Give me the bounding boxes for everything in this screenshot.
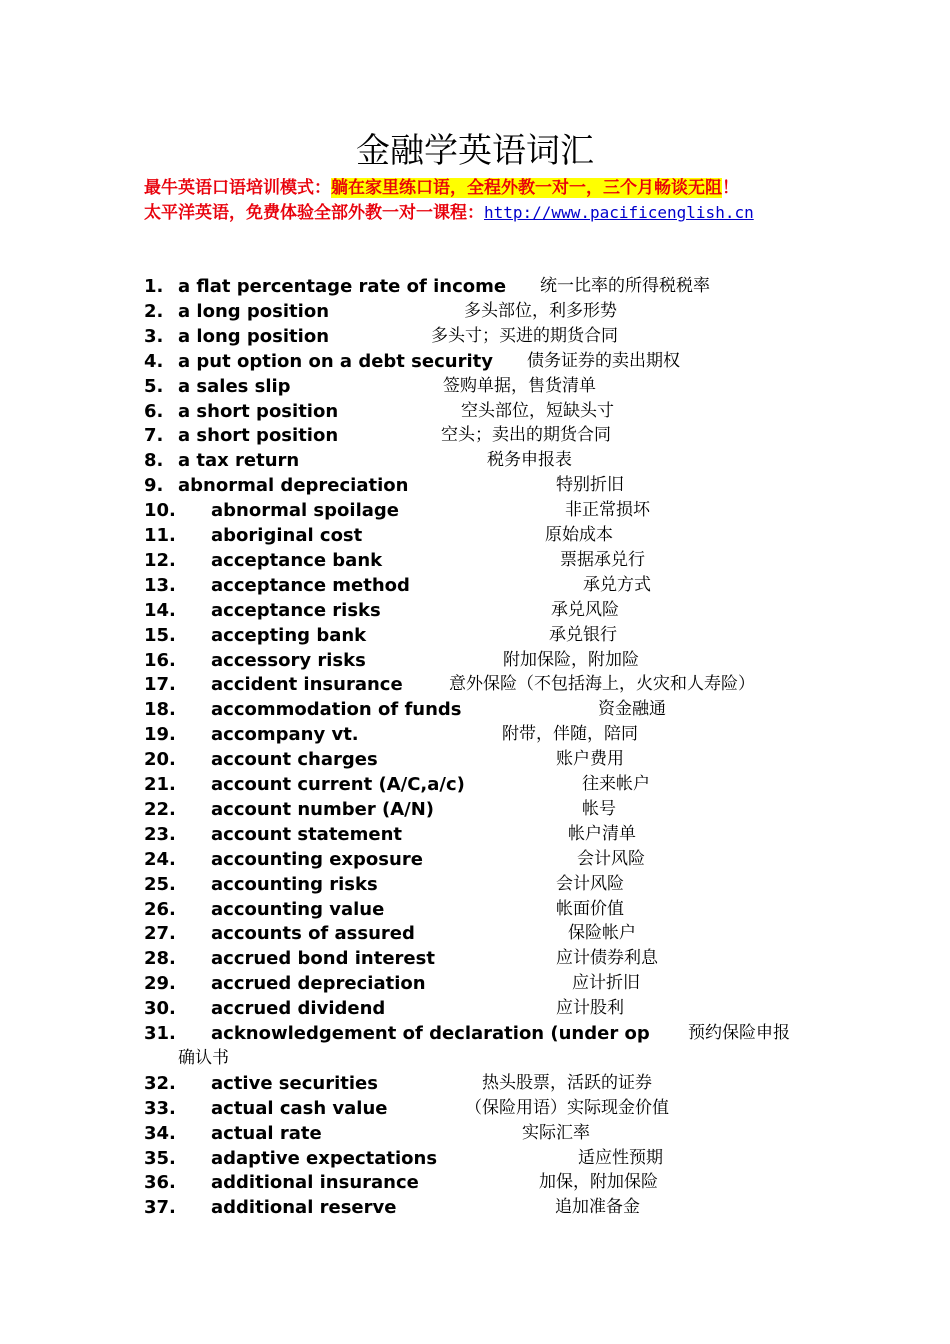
entry-translation: 账户费用 [556, 749, 624, 770]
entry-number: 13. [144, 574, 176, 596]
entry-number: 31. [144, 1023, 176, 1044]
page-title: 金融学英语词汇 [356, 131, 594, 171]
vocabulary-entry [0, 448, 950, 473]
vocabulary-entry [0, 971, 950, 996]
entry-term: a long position [178, 300, 330, 322]
entry-translation: 帐户清单 [568, 823, 636, 844]
promo-text: 太平洋英语，免费体验全部外教一对一课程： [144, 203, 484, 223]
entry-translation: 预约保险申报 [688, 1023, 790, 1043]
vocabulary-entry [0, 872, 950, 897]
entry-translation: 统一比率的所得税税率 [540, 276, 710, 296]
entry-number: 36. [144, 1172, 176, 1194]
entry-number: 7. [144, 425, 164, 447]
vocabulary-entry [0, 772, 950, 797]
entry-term: account statement [211, 823, 403, 845]
entry-term: additional insurance [211, 1172, 419, 1194]
entry-term: a tax return [178, 450, 300, 472]
entry-number: 22. [144, 798, 176, 820]
entry-term: aboriginal cost [211, 525, 363, 546]
entry-translation: 应计折旧 [572, 973, 640, 994]
vocabulary-entry [0, 1121, 950, 1146]
entry-number: 34. [144, 1122, 176, 1144]
promo-suffix: ！ [722, 178, 739, 198]
entry-term: account charges [211, 749, 378, 771]
vocabulary-entry [0, 548, 950, 573]
entry-translation: 应计债券利息 [556, 948, 658, 969]
promo-line-2 [144, 201, 754, 225]
vocabulary-entry [0, 598, 950, 623]
entry-translation: 会计风险 [577, 848, 645, 869]
entry-term: accrued bond interest [211, 948, 435, 970]
entry-number: 3. [144, 325, 164, 347]
entry-translation: 应计股利 [556, 998, 624, 1019]
vocabulary-entry [0, 1146, 950, 1171]
entry-translation: 追加准备金 [555, 1197, 640, 1218]
entry-term: abnormal depreciation [178, 475, 409, 497]
entry-translation-continued: 确认书 [178, 1047, 229, 1068]
entry-term: accounting risks [211, 873, 378, 895]
vocabulary-entry [0, 921, 950, 946]
entry-term: account number (A/N) [211, 798, 434, 820]
promo-highlight: 躺在家里练口语，全程外教一对一，三个月畅谈无阻 [331, 178, 722, 198]
entry-number: 5. [144, 375, 164, 397]
entry-number: 2. [144, 300, 164, 322]
entry-translation: 帐面价值 [556, 898, 624, 919]
entry-number: 10. [144, 500, 176, 522]
entry-term: additional reserve [211, 1197, 397, 1219]
entry-term: a put option on a debt security [178, 350, 493, 372]
vocabulary-entry [0, 349, 950, 374]
entry-number: 15. [144, 624, 176, 646]
vocabulary-entry [0, 374, 950, 399]
entry-number: 16. [144, 649, 176, 671]
entry-translation: 会计风险 [556, 873, 624, 894]
vocabulary-entry [0, 1071, 950, 1096]
entry-number: 37. [144, 1197, 176, 1219]
entry-number: 33. [144, 1097, 176, 1119]
entry-term: adaptive expectations [211, 1147, 438, 1169]
entry-translation: 帐号 [582, 798, 616, 819]
vocabulary-entry [0, 423, 950, 448]
vocabulary-entry [0, 897, 950, 922]
entry-number: 12. [144, 549, 176, 571]
vocabulary-entry [0, 274, 950, 299]
entry-number: 14. [144, 599, 176, 621]
vocabulary-entry [0, 573, 950, 598]
entry-number: 20. [144, 749, 176, 771]
vocabulary-entry [0, 324, 950, 349]
entry-translation: 承兑风险 [551, 599, 619, 620]
entry-term: actual cash value [211, 1097, 388, 1119]
entry-number: 24. [144, 848, 176, 870]
entry-term: a flat percentage rate of income [178, 276, 507, 297]
entry-term: accounting exposure [211, 848, 423, 870]
promo-prefix: 最牛英语口语培训模式： [144, 178, 331, 198]
entry-translation: 承兑银行 [549, 624, 617, 645]
vocabulary-entry [0, 747, 950, 772]
vocabulary-entry [0, 822, 950, 847]
entry-term: accepting bank [211, 624, 367, 646]
entry-term: account current (A/C,a/c) [211, 774, 465, 795]
entry-translation: 债务证券的卖出期权 [527, 350, 680, 371]
entry-term: actual rate [211, 1122, 322, 1144]
entry-term: accessory risks [211, 649, 366, 671]
vocabulary-entry [0, 672, 950, 697]
entry-number: 11. [144, 525, 176, 546]
vocabulary-entry [0, 697, 950, 722]
entry-number: 19. [144, 724, 176, 746]
entry-number: 9. [144, 475, 164, 497]
entry-number: 23. [144, 823, 176, 845]
entry-term: a long position [178, 325, 330, 347]
promo-line-1 [144, 176, 739, 200]
entry-number: 17. [144, 674, 176, 696]
entry-translation: 原始成本 [545, 525, 613, 545]
entry-number: 25. [144, 873, 176, 895]
vocabulary-entry [0, 1021, 950, 1046]
entry-translation: 票据承兑行 [560, 549, 645, 570]
entry-number: 1. [144, 276, 164, 297]
vocabulary-entry [0, 797, 950, 822]
entry-term: acceptance bank [211, 549, 383, 571]
vocabulary-entry [0, 996, 950, 1021]
entry-translation: （保险用语）实际现金价值 [465, 1097, 669, 1118]
entry-term: acceptance method [211, 574, 410, 596]
vocabulary-entry [0, 473, 950, 498]
entry-translation: 意外保险（不包括海上，火灾和人寿险） [449, 674, 755, 695]
entry-number: 26. [144, 898, 176, 920]
entry-translation: 特别折旧 [556, 475, 624, 496]
entry-translation: 附带，伴随，陪同 [502, 724, 638, 745]
entry-translation: 保险帐户 [568, 923, 636, 944]
entry-translation: 税务申报表 [487, 450, 572, 471]
vocabulary-entry [0, 1096, 950, 1121]
entry-term: active securities [211, 1072, 378, 1094]
entry-number: 6. [144, 400, 164, 422]
entry-term: a sales slip [178, 375, 291, 397]
entry-term: accommodation of funds [211, 699, 462, 721]
entry-translation: 资金融通 [598, 699, 666, 720]
entry-term: acknowledgement of declaration (under op [211, 1023, 650, 1044]
entry-number: 28. [144, 948, 176, 970]
entry-translation: 热头股票，活跃的证券 [482, 1072, 652, 1093]
entry-translation: 空头；卖出的期货合同 [441, 425, 611, 446]
entry-term: abnormal spoilage [211, 500, 399, 522]
vocabulary-entry [0, 299, 950, 324]
vocabulary-entry [0, 523, 950, 548]
entry-number: 18. [144, 699, 176, 721]
vocabulary-entry [0, 847, 950, 872]
vocabulary-entry [0, 623, 950, 648]
vocabulary-entry [0, 946, 950, 971]
entry-translation: 附加保险，附加险 [503, 649, 639, 670]
entry-number: 8. [144, 450, 164, 472]
vocabulary-entry [0, 648, 950, 673]
entry-term: accounts of assured [211, 923, 415, 945]
vocabulary-entry [0, 722, 950, 747]
entry-term: accident insurance [211, 674, 403, 696]
entry-number: 4. [144, 350, 164, 372]
vocabulary-entry [0, 498, 950, 523]
entry-number: 29. [144, 973, 176, 995]
entry-translation: 适应性预期 [578, 1147, 663, 1168]
entry-term: a short position [178, 400, 339, 422]
entry-term: accompany vt. [211, 724, 359, 746]
vocabulary-entry [0, 399, 950, 424]
entry-translation: 承兑方式 [583, 574, 651, 595]
entry-number: 32. [144, 1072, 176, 1094]
promo-link[interactable]: http://www.pacificenglish.cn [484, 203, 754, 222]
entry-term: accounting value [211, 898, 385, 920]
entry-number: 30. [144, 998, 176, 1020]
entry-translation: 往来帐户 [582, 774, 650, 794]
entry-translation: 多头部位，利多形势 [464, 300, 617, 321]
entry-term: a short position [178, 425, 339, 447]
entry-translation: 加保，附加保险 [539, 1172, 658, 1193]
vocabulary-entry-continuation [0, 1046, 950, 1071]
entry-translation: 实际汇率 [522, 1122, 590, 1143]
entry-term: accrued dividend [211, 998, 386, 1020]
entry-term: accrued depreciation [211, 973, 426, 995]
vocabulary-entry [0, 1170, 950, 1195]
vocabulary-entry [0, 1195, 950, 1220]
entry-number: 21. [144, 774, 176, 795]
entry-translation: 空头部位，短缺头寸 [461, 400, 614, 421]
entry-translation: 非正常损坏 [565, 500, 650, 521]
entry-translation: 签购单据，售货清单 [443, 375, 596, 396]
entry-number: 27. [144, 923, 176, 945]
entry-number: 35. [144, 1147, 176, 1169]
entry-term: acceptance risks [211, 599, 381, 621]
entry-translation: 多头寸；买进的期货合同 [431, 325, 618, 346]
